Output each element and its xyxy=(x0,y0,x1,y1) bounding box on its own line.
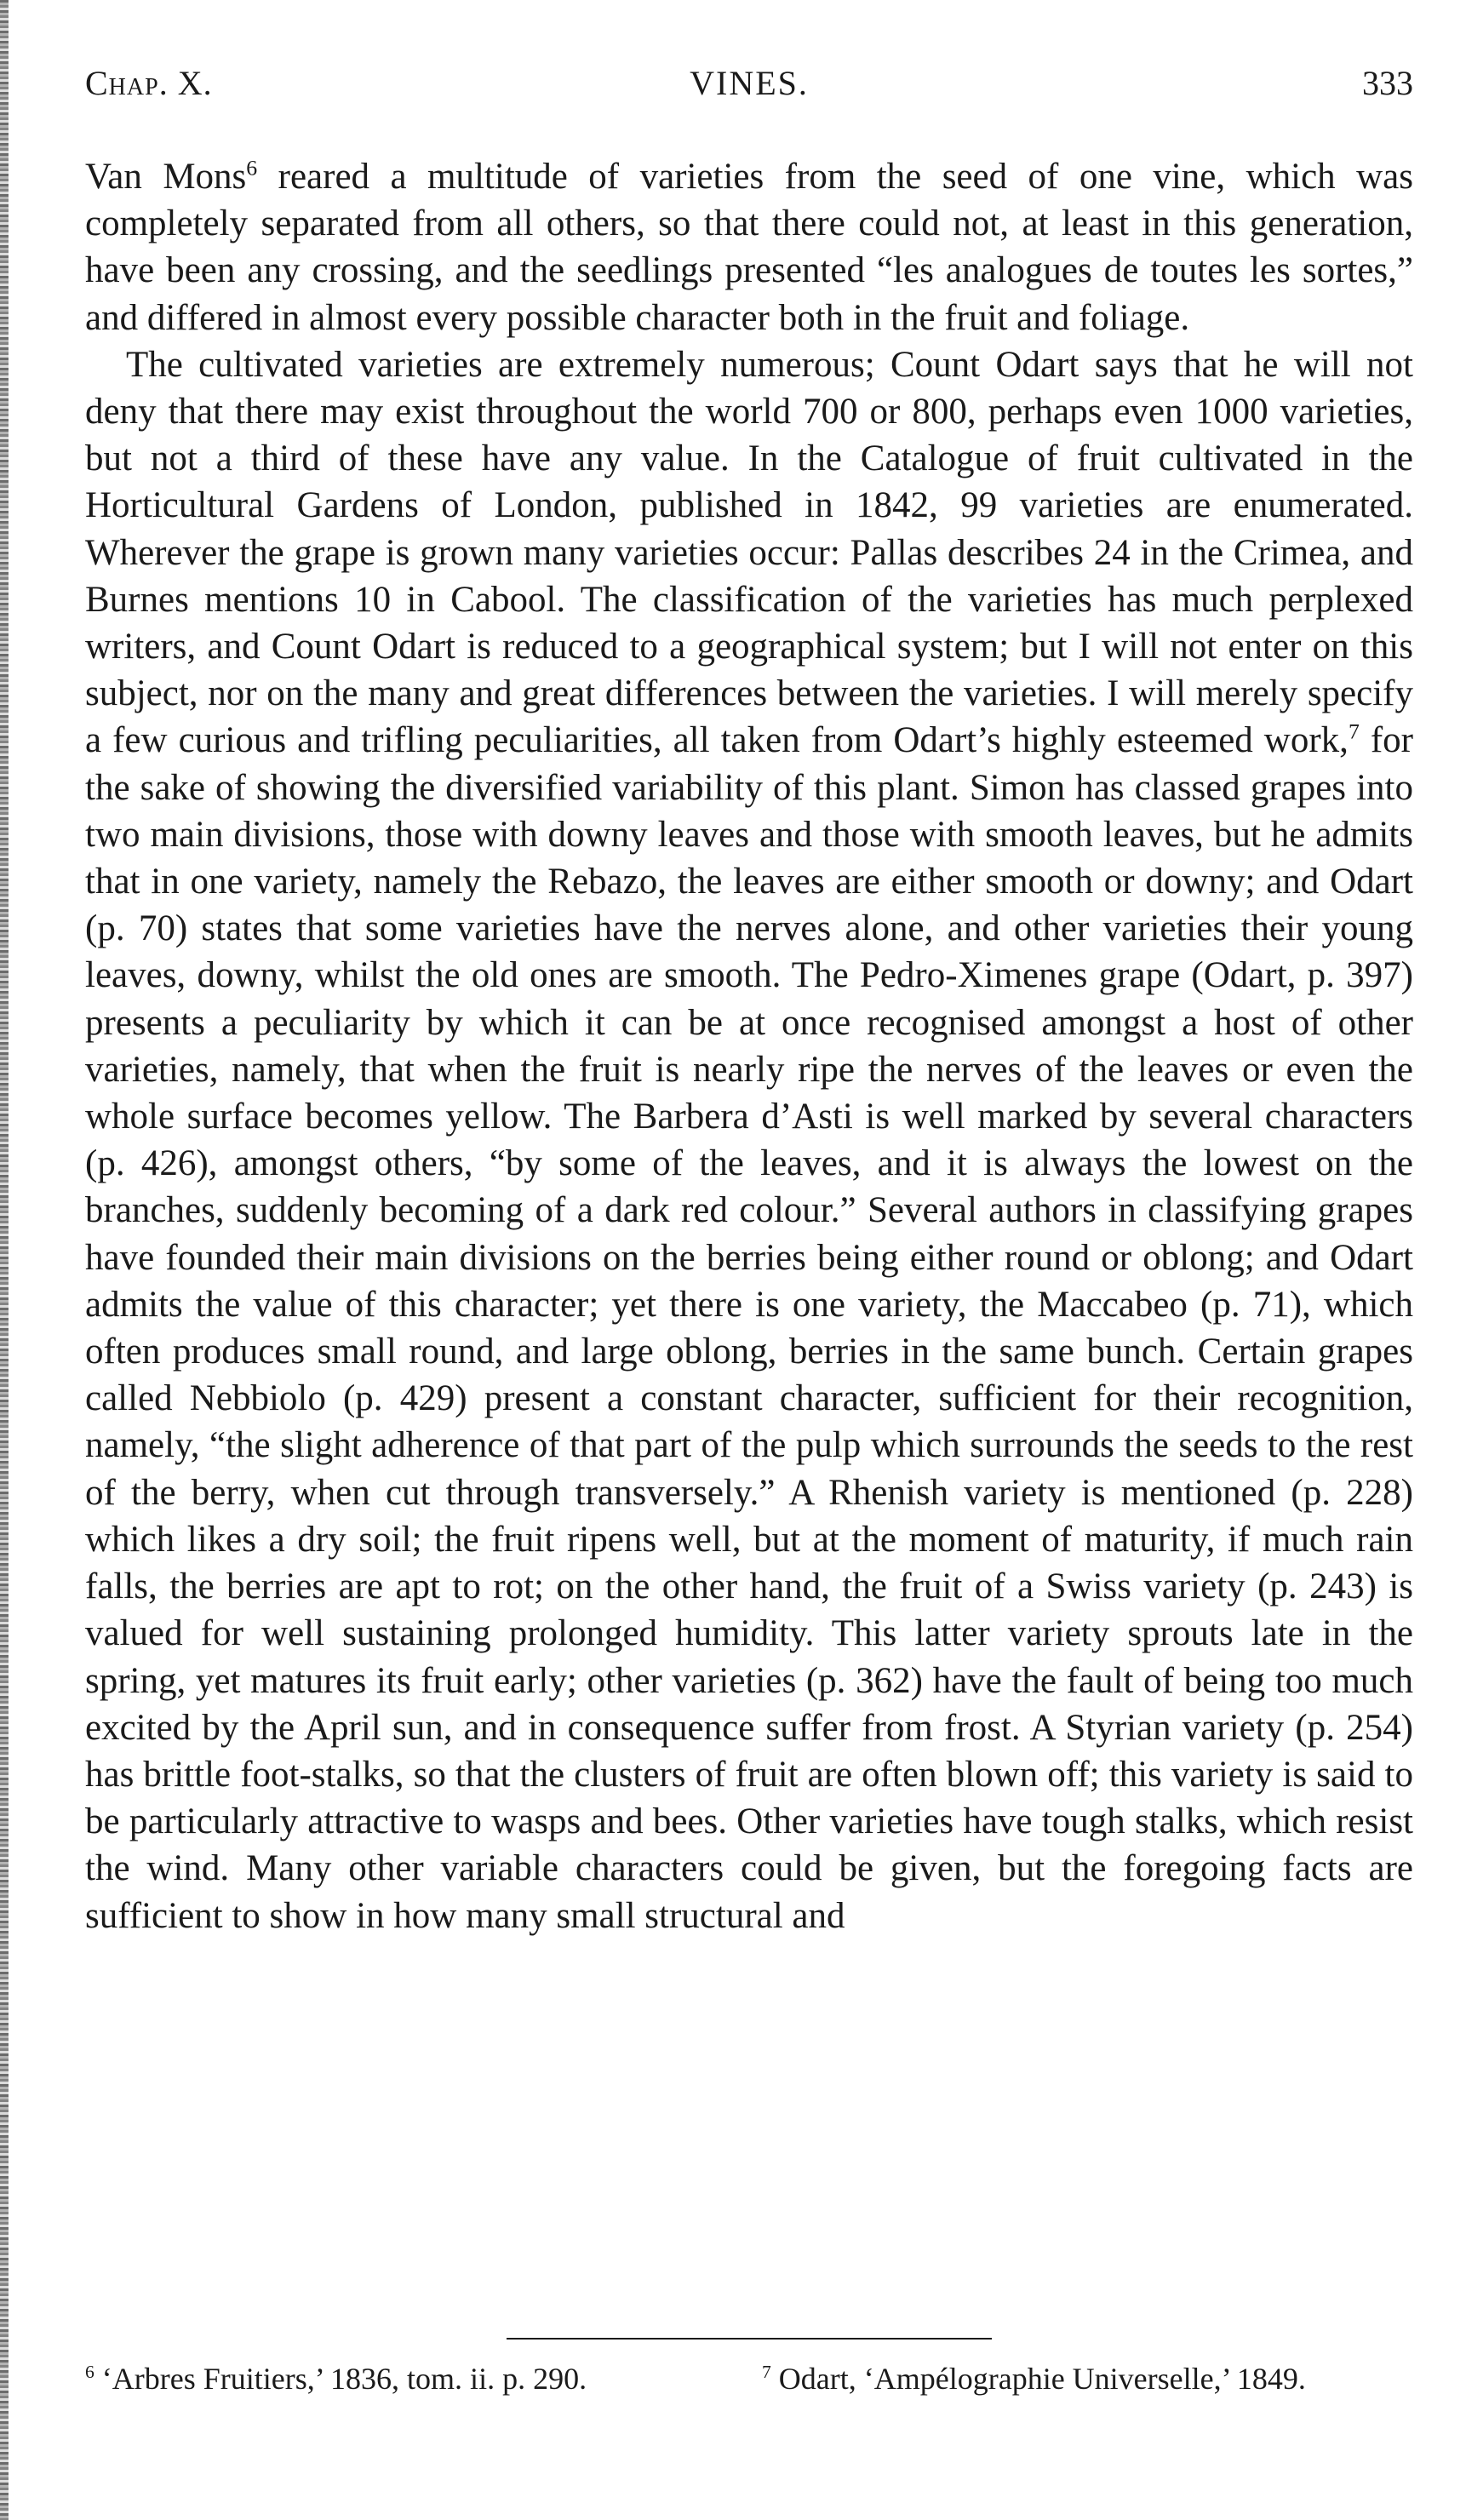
footnote xyxy=(85,2358,732,2399)
footnote-reference[interactable]: 7 xyxy=(1348,719,1360,745)
footnote xyxy=(762,2358,1413,2399)
chapter-label: Chap. X. xyxy=(85,64,213,102)
text-run: The cultivated varieties are extremely numerous; Count Odart says that he will not deny that there may exist throughout the world 700 or 800, perhaps even 1000 varieties, but not a third of these have any value. In the Catalogue of fruit cultivated in the Horticultural Gardens of London, published in 1842, 99 varieties are enumerated. Wherever the grape is grown many varieties occur: Pallas describes 24 in the Crimea, and Burnes mentions 10 in Cabool. The classification of the varieties has much perplexed writers, and Count Odart is reduced to a geographical system; but I will not enter on this subject, nor on the many and great differences between the varieties. I will merely specify a few curious and trifling peculiarities, all taken from Odart’s highly esteemed work, xyxy=(85,344,1413,761)
page-spine-edge xyxy=(0,0,9,2520)
running-title: VINES. xyxy=(690,64,809,102)
footnote-text: Odart, ‘Ampélographie Universelle,’ 1849. xyxy=(778,2362,1306,2396)
running-head xyxy=(85,63,1413,114)
footnote-reference[interactable]: 6 xyxy=(246,155,258,180)
text-run: Van Mons xyxy=(85,157,247,197)
text-run: for the sake of showing the diversified variability of this plant. Simon has classed grapes into two main divisions, those with downy leaves and those with smooth leaves, but he admits that in one variety, namely the Rebazo, the leaves are either smooth or downy; and Odart (p. 70) states that some varieties have the nerves alone, and other varieties their young leaves, downy, whilst the old ones are smooth. The Pedro-Ximenes grape (Odart, p. 397) presents a peculiarity by which it can be at once recognised amongst a host of other varieties, namely, that when the fruit is nearly ripe the nerves of the leaves or even the whole surface becomes yellow. The Barbera d’Asti is well marked by several characters (p. 426), amongst others, “by some of the leaves, and it is always the lowest on the branches, suddenly becoming of a dark red colour.” Several authors in classifying grapes have founded their main divisions on the berries being either round or oblong; and Odart admits the value of this character; yet there is one variety, the Maccabeo (p. 71), which often produces small round, and large oblong, berries in the same bunch. Certain grapes called Nebbiolo (p. 429) present a constant character, sufficient for their recognition, namely, “the slight adherence of that part of the pulp which surrounds the seeds to the rest of the berry, when cut through transversely.” A Rhenish variety is mentioned (p. 228) which likes a dry soil; the fruit ripens well, but at the moment of maturity, if much rain falls, the berries are apt to rot; on the other hand, the fruit of a Swiss variety (p. 243) is valued for well sustaining prolonged humidity. This latter variety sprouts late in the spring, yet matures its fruit early; other varieties (p. 362) have the fault of being too much excited by the April sun, and in consequence suffer from frost. A Styrian variety (p. 254) has brittle foot-stalks, so that the clusters of fruit are often blown off; this variety is said to be particularly attractive to wasps and bees. Other varieties have tough stalks, which resist the wind. Many other variable characters could be given, but the foregoing facts are sufficient to show in how many small structural and xyxy=(85,720,1413,1936)
paragraph xyxy=(85,341,1413,1939)
text-run: reared a multitude of varieties from the seed of one vine, which was completely separated from all others, so that there could not, at least in this generation, have been any crossing, and the seedlings presented “les analogues de toutes les sortes,” and differed in almost every possible character both in the fruit and foliage. xyxy=(85,157,1414,338)
footnote-separator xyxy=(507,2338,992,2340)
footnote-text: ‘Arbres Fruitiers,’ 1836, tom. ii. p. 290. xyxy=(101,2362,587,2396)
page-number: 333 xyxy=(1362,64,1413,102)
body-text xyxy=(85,153,1413,1939)
footnote-marker: 6 xyxy=(85,2362,94,2382)
paragraph xyxy=(85,153,1413,341)
footnote-marker: 7 xyxy=(762,2362,771,2382)
